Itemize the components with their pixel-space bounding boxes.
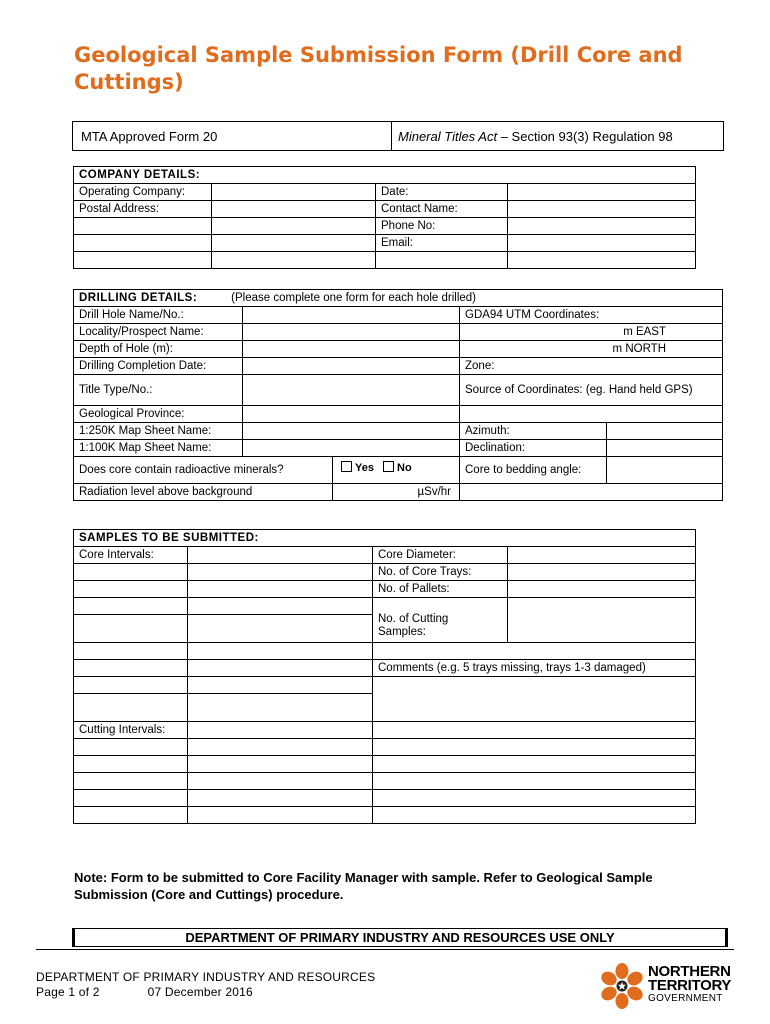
comments-field[interactable] [373,677,696,722]
core-interval-field[interactable] [188,615,373,643]
core-interval-field[interactable] [188,564,373,581]
phone-field[interactable] [508,218,696,235]
comments-label: Comments (e.g. 5 trays missing, trays 1-3 damaged) [373,660,696,677]
company-details-header: COMPANY DETAILS: [74,167,696,184]
logo-line-northern: NORTHERN [648,963,731,980]
blank-field[interactable] [373,643,696,660]
blank-field[interactable] [460,484,723,501]
radiation-level-label: Radiation level above background [74,484,333,501]
postal-address-field-5[interactable] [212,235,376,252]
radioactive-question: Does core contain radioactive minerals? [74,457,333,484]
source-coordinates-label: Source of Coordinates: (eg. Hand held GPS) [460,375,723,406]
cutting-interval-field[interactable] [74,773,188,790]
hole-name-field[interactable] [243,307,460,324]
geo-province-label: Geological Province: [74,406,243,423]
operating-company-label: Operating Company: [74,184,212,201]
azimuth-label: Azimuth: [460,423,607,440]
declination-field[interactable] [607,440,723,457]
footer-page-line [36,985,375,1000]
map-250k-field[interactable] [243,423,460,440]
no-checkbox[interactable] [383,461,394,472]
core-interval-field[interactable] [74,598,188,615]
radiation-unit: µSv/hr [417,485,451,498]
depth-label: Depth of Hole (m): [74,341,243,358]
drilling-instruction: (Please complete one form for each hole drilled) [231,291,476,304]
core-interval-field[interactable] [188,643,373,660]
act-name: Mineral Titles Act [398,128,498,144]
cutting-interval-field[interactable] [188,773,373,790]
section-reference: – Section 93(3) Regulation 98 [497,128,673,144]
northing-field[interactable] [460,341,723,358]
pallets-label: No. of Pallets: [373,581,508,598]
title-type-label: Title Type/No.: [74,375,243,406]
cutting-interval-field[interactable] [188,790,373,807]
declination-label: Declination: [460,440,607,457]
zone-label: Zone: [460,358,723,375]
dept-use-only-banner: DEPARTMENT OF PRIMARY INDUSTRY AND RESOURCES USE ONLY [72,928,728,947]
easting-field[interactable] [460,324,723,341]
depth-field[interactable] [243,341,460,358]
map-100k-label: 1:100K Map Sheet Name: [74,440,243,457]
blank-field[interactable] [376,252,508,269]
cutting-interval-field[interactable] [74,790,188,807]
drilling-details-header-row [74,290,723,307]
no-label: No [397,462,412,474]
m-east-label: m EAST [623,325,666,338]
cutting-interval-field[interactable] [74,739,188,756]
email-label: Email: [376,235,508,252]
postal-address-field-6[interactable] [74,252,212,269]
comments-field-5[interactable] [373,773,696,790]
cutting-interval-field[interactable] [188,739,373,756]
operating-company-field[interactable] [212,184,376,201]
core-trays-field[interactable] [508,564,696,581]
comments-field-7[interactable] [373,807,696,824]
email-field[interactable] [508,235,696,252]
core-interval-field[interactable] [74,581,188,598]
cutting-interval-field[interactable] [188,807,373,824]
blank-field[interactable] [508,252,696,269]
core-interval-field[interactable] [188,598,373,615]
geo-province-field[interactable] [243,406,460,423]
completion-date-label: Drilling Completion Date: [74,358,243,375]
cutting-interval-field[interactable] [188,756,373,773]
date-field[interactable] [508,184,696,201]
radiation-level-field[interactable] [333,484,460,501]
gda94-label: GDA94 UTM Coordinates: [460,307,723,324]
drilling-details-table [73,289,723,501]
core-interval-field[interactable] [74,615,188,643]
core-bedding-field[interactable] [607,457,723,484]
phone-label: Phone No: [376,218,508,235]
core-bedding-label: Core to bedding angle: [460,457,607,484]
core-interval-field[interactable] [74,564,188,581]
cutting-interval-field[interactable] [74,807,188,824]
core-interval-field[interactable] [188,581,373,598]
submission-note: Note: Form to be submitted to Core Facility Manager with sample. Refer to Geological Sample Submission (Core and Cuttings) procedure. [74,870,653,902]
postal-address-label: Postal Address: [74,201,212,218]
logo-line-government: GOVERNMENT [648,993,723,1004]
samples-table [73,529,696,824]
comments-field-3[interactable] [373,739,696,756]
footer-info [36,970,375,1000]
comments-field-2[interactable] [373,722,696,739]
yes-checkbox[interactable] [341,461,352,472]
form-number: MTA Approved Form 20 [73,122,392,151]
core-interval-field[interactable] [74,660,188,677]
page-number: Page 1 of 2 [36,985,100,999]
page-title: Geological Sample Submission Form (Drill Core and Cuttings) [74,43,683,94]
cutting-intervals-label: Cutting Intervals: [74,722,188,739]
core-intervals-label: Core Intervals: [74,547,188,564]
core-interval-field[interactable] [74,643,188,660]
form-reference-table [72,121,724,151]
core-interval-field[interactable] [188,547,373,564]
locality-field[interactable] [243,324,460,341]
core-interval-field[interactable] [74,677,188,694]
postal-address-field[interactable] [212,201,376,218]
postal-address-field-2[interactable] [74,218,212,235]
cutting-interval-field[interactable] [188,722,373,739]
blank-field[interactable] [460,406,723,423]
logo-line-territory: TERRITORY [648,977,732,994]
core-interval-field[interactable] [188,660,373,677]
core-trays-label: No. of Core Trays: [373,564,508,581]
drilling-details-header: DRILLING DETAILS: [79,291,198,304]
contact-name-field[interactable] [508,201,696,218]
legislation-reference [392,122,724,151]
completion-date-field[interactable] [243,358,460,375]
azimuth-field[interactable] [607,423,723,440]
footer-department: DEPARTMENT OF PRIMARY INDUSTRY AND RESOURCES [36,970,376,984]
locality-label: Locality/Prospect Name: [74,324,243,341]
company-details-table [73,166,696,269]
samples-header: SAMPLES TO BE SUBMITTED: [74,530,696,547]
comments-field-6[interactable] [373,790,696,807]
m-north-label: m NORTH [612,342,666,355]
footer-divider [36,949,734,950]
cutting-samples-field[interactable] [508,598,696,643]
core-diameter-label: Core Diameter: [373,547,508,564]
map-100k-field[interactable] [243,440,460,457]
postal-address-field-7[interactable] [212,252,376,269]
cutting-interval-field[interactable] [74,756,188,773]
title-type-field[interactable] [243,375,460,406]
map-250k-label: 1:250K Map Sheet Name: [74,423,243,440]
date-label: Date: [376,184,508,201]
core-interval-field[interactable] [188,677,373,694]
core-diameter-field[interactable] [508,547,696,564]
comments-field-4[interactable] [373,756,696,773]
yes-label: Yes [355,462,374,474]
radioactive-options [333,457,460,484]
core-interval-field[interactable] [74,694,188,722]
pallets-field[interactable] [508,581,696,598]
core-interval-field[interactable] [188,694,373,722]
hole-name-label: Drill Hole Name/No.: [74,307,243,324]
cutting-samples-label: No. of Cutting Samples: [373,598,508,643]
logo-wordmark [648,965,731,1004]
postal-address-field-4[interactable] [74,235,212,252]
document-date: 07 December 2016 [147,985,253,999]
postal-address-field-3[interactable] [212,218,376,235]
contact-name-label: Contact Name: [376,201,508,218]
